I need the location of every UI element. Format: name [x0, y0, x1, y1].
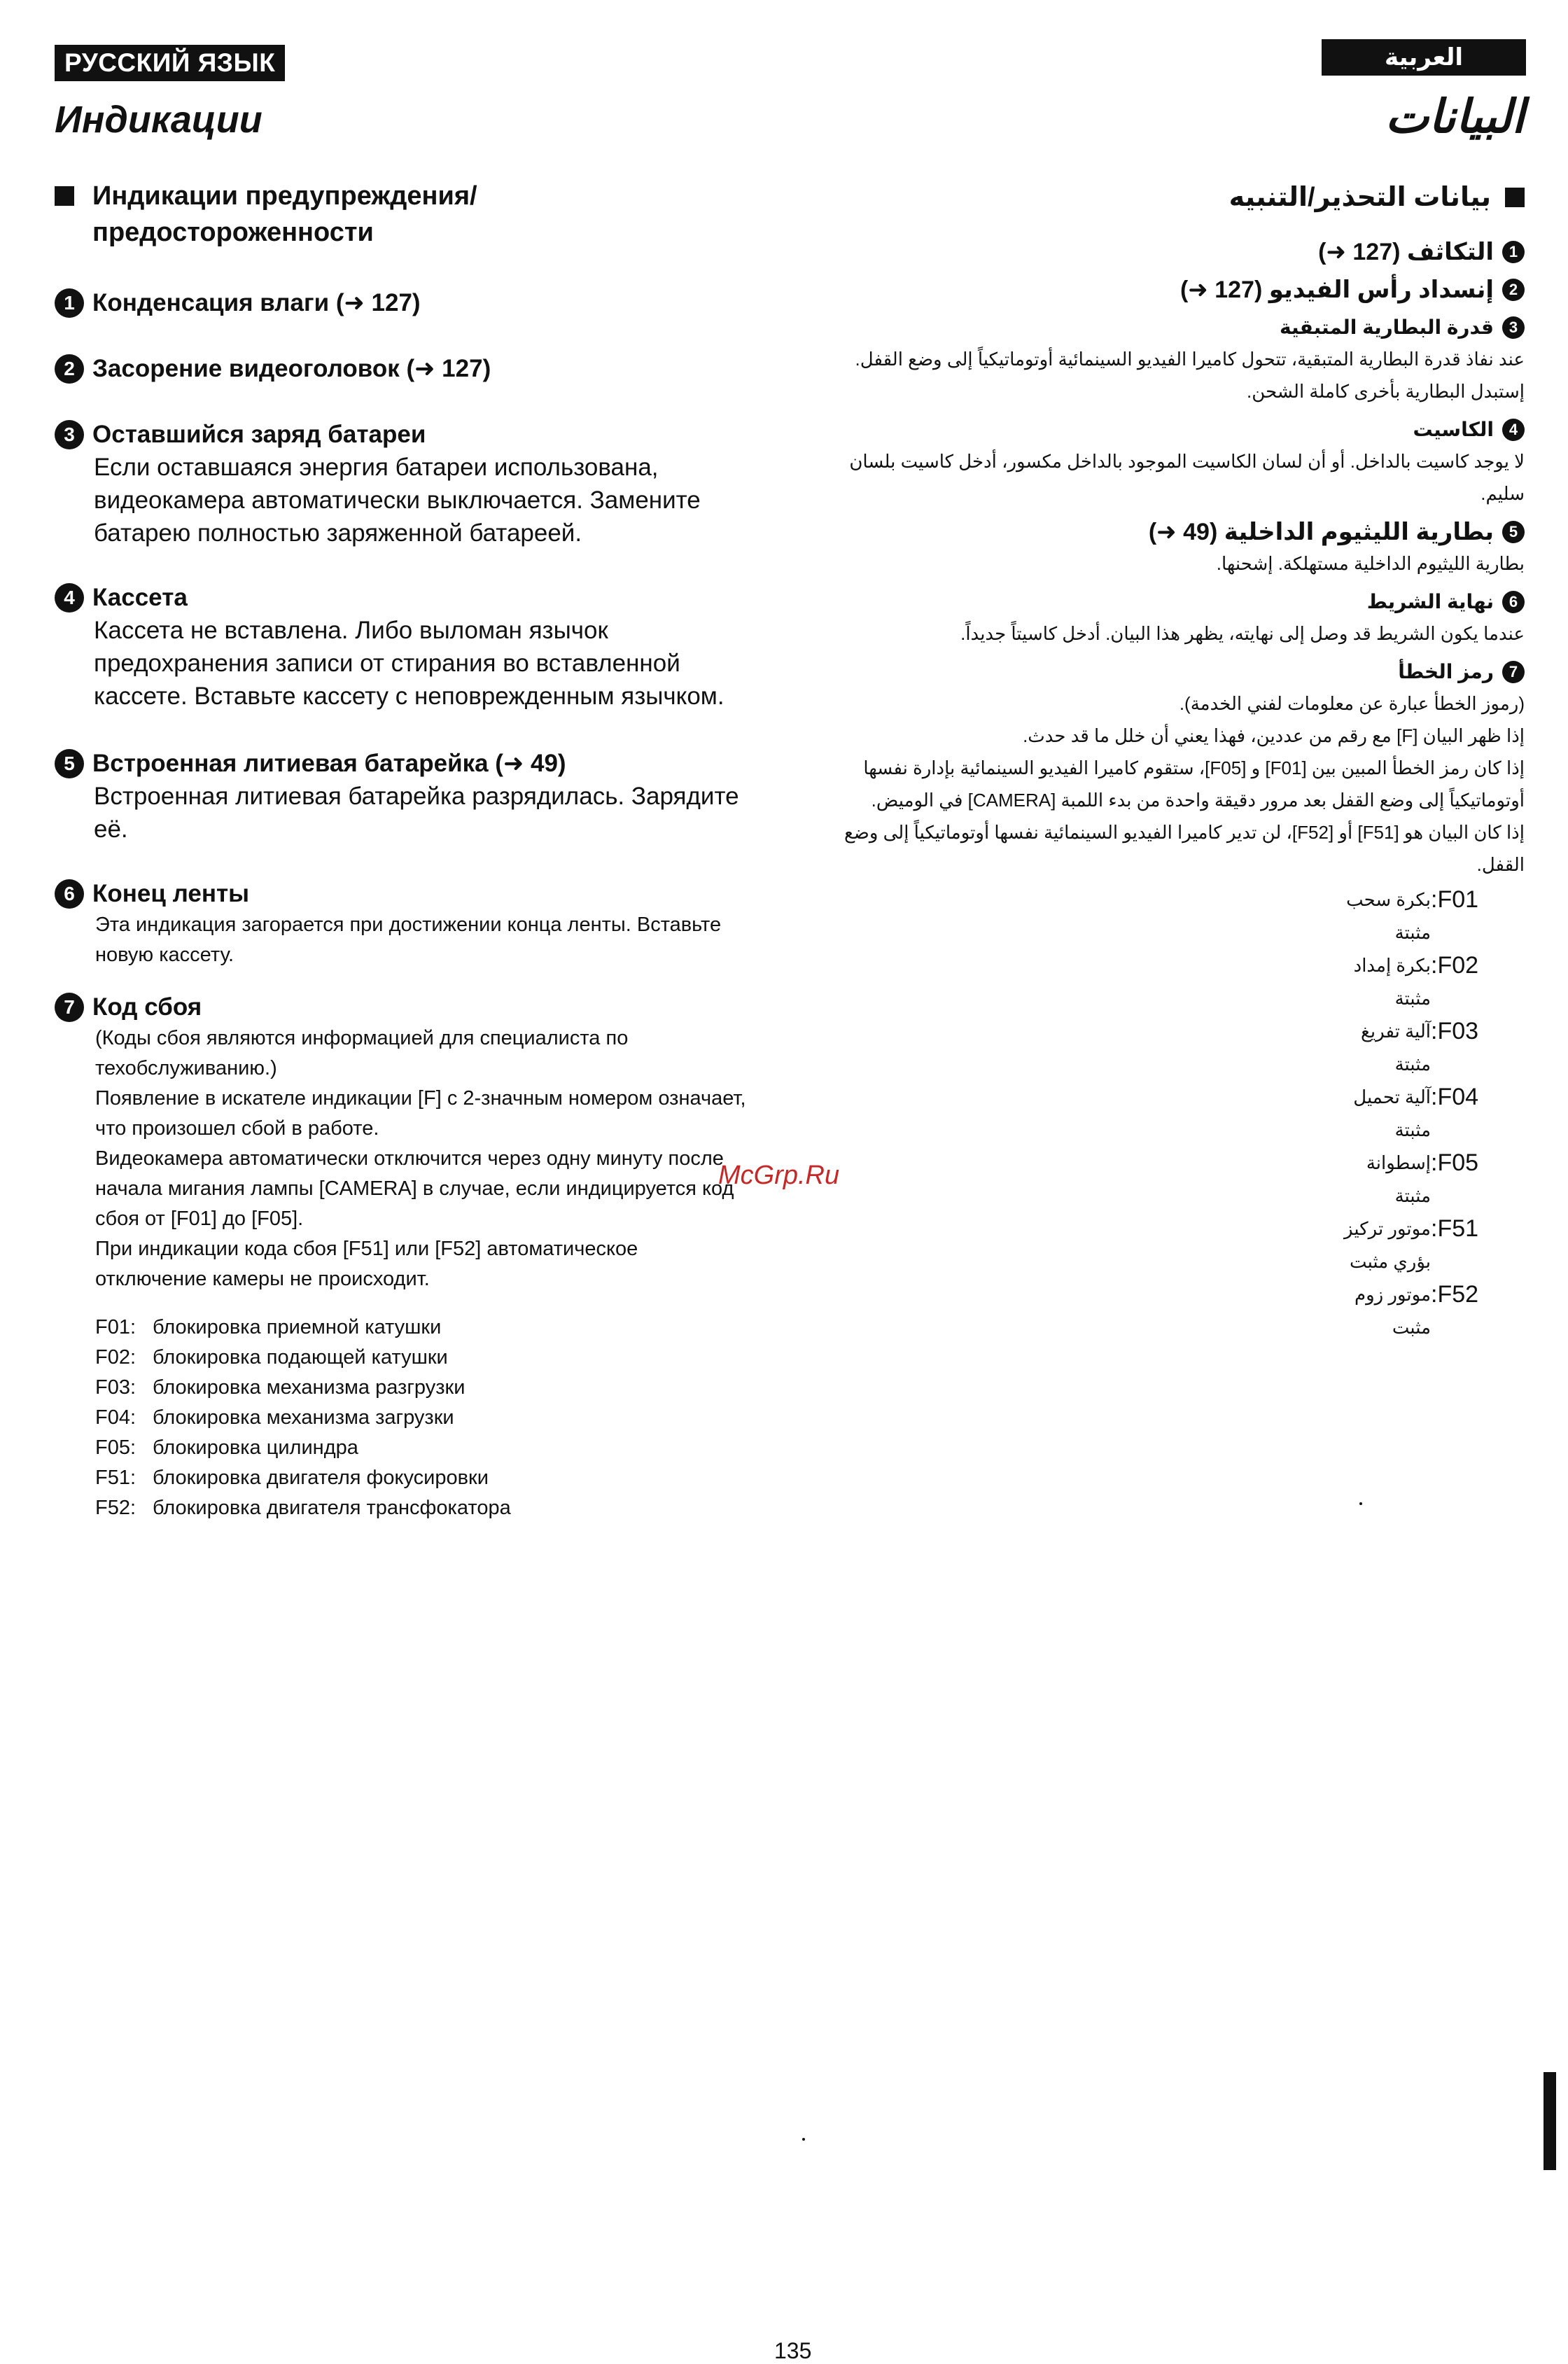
- code-row: :F04 آلية تحميل مثبتة: [1353, 1084, 1479, 1140]
- paragraph: إذا كان رمز الخطأ المبين بين [F01] و [F05]، ستقوم كاميرا الفيديو السينمائية بإدارة نفسها أوتوماتيكياً إلى وضع القفل بعد مرور دقيقة واحدة من بدء اللمبة [CAMERA] في الوميض.: [863, 757, 1525, 811]
- number-2-icon: 2: [55, 354, 84, 384]
- number-5-icon: 5: [55, 749, 84, 778]
- square-bullet-icon: [55, 186, 74, 206]
- item-title: Кассета: [92, 584, 188, 611]
- number-1-icon: 1: [1502, 241, 1525, 263]
- item-body: عند نفاذ قدرة البطارية المتبقية، تتحول كاميرا الفيديو السينمائية أوتوماتيكياً إلى وضع القفل. إستبدل البطارية بأخرى كاملة الشحن.: [855, 349, 1525, 402]
- section-title: Индикации предупреждения/ предостороженности: [92, 181, 477, 247]
- item-title: إنسداد رأس الفيديو (127 ➜): [1180, 277, 1494, 303]
- list-item: [818, 312, 1525, 407]
- number-7-icon: 7: [1502, 661, 1525, 683]
- item-body: Если оставшаяся энергия батареи использована, видеокамера автоматически выключается. Замените батарею полностью заряженной батареей.: [94, 454, 701, 547]
- code-row: F04: блокировка механизма загрузки: [95, 1406, 454, 1429]
- list-item: [818, 414, 1525, 510]
- page-title-arabic: البيانات: [1385, 90, 1525, 142]
- list-item: [818, 274, 1525, 305]
- paragraph: (رموز الخطأ عبارة عن معلومات لفني الخدمة).: [1179, 693, 1525, 714]
- page-title-russian: Индикации: [55, 99, 262, 141]
- list-item: [55, 287, 748, 319]
- code-row: F01: блокировка приемной катушки: [95, 1316, 442, 1338]
- item-body: Кассета не вставлена. Либо выломан язычок предохранения записи от стирания во вставленной кассете. Вставьте кассету с неповрежденным язычком.: [94, 617, 724, 710]
- page-edge-marker: [1544, 2072, 1556, 2170]
- code-row: F03: блокировка механизма разгрузки: [95, 1376, 465, 1399]
- paragraph: При индикации кода сбоя [F51] или [F52] автоматическое отключение камеры не происходит.: [95, 1238, 638, 1290]
- list-item: [818, 587, 1525, 650]
- number-1-icon: 1: [55, 288, 84, 318]
- code-row: :F02 بكرة إمداد مثبتة: [1353, 952, 1479, 1009]
- number-7-icon: 7: [55, 993, 84, 1022]
- page-number: 135: [774, 2338, 812, 2363]
- item-title: التكاثف (127 ➜): [1318, 239, 1494, 265]
- number-6-icon: 6: [1502, 591, 1525, 613]
- item-body: [818, 687, 1525, 881]
- section-title: بيانات التحذير/التنبيه: [1228, 183, 1491, 212]
- paragraph: إذا ظهر البيان [F] مع رقم من عددين، فهذا يعني أن خلل ما قد حدث.: [1023, 725, 1525, 746]
- item-body: Встроенная литиевая батарейка разрядилась. Зарядите её.: [94, 783, 739, 843]
- paragraph: Видеокамера автоматически отключится через одну минуту после начала мигания лампы [CAMERA] в случае, если индицируется код сбоя от [F01] до [F05].: [95, 1147, 734, 1230]
- speck: [802, 2138, 805, 2141]
- square-bullet-icon: [1505, 188, 1525, 207]
- code-row: F02: блокировка подающей катушки: [95, 1346, 448, 1369]
- list-item: [818, 517, 1525, 580]
- item-title: Код сбоя: [92, 993, 202, 1021]
- code-row: :F51 موتور تركيز بؤري مثبت: [1344, 1215, 1479, 1272]
- list-item: [55, 419, 748, 550]
- list-item: [55, 991, 748, 1523]
- paragraph: Появление в искателе индикации [F] с 2-значным номером означает, что произошел сбой в работе.: [95, 1087, 746, 1140]
- number-6-icon: 6: [55, 879, 84, 909]
- item-body: لا يوجد كاسيت بالداخل. أو أن لسان الكاسيت الموجود بالداخل مكسور، أدخل كاسيت بلسان سليم.: [849, 451, 1525, 504]
- section-heading: [818, 179, 1525, 216]
- code-row: F51: блокировка двигателя фокусировки: [95, 1467, 489, 1489]
- item-title: Оставшийся заряд батареи: [92, 421, 426, 448]
- paragraph: (Коды сбоя являются информацией для специалиста по техобслуживанию.): [95, 1027, 629, 1079]
- section-heading: [55, 178, 748, 251]
- item-body: Эта индикация загорается при достижении конца ленты. Вставьте новую кассету.: [95, 914, 722, 966]
- item-title: نهاية الشريط: [1366, 591, 1494, 613]
- list-item: [55, 353, 748, 385]
- code-row: :F01 بكرة سحب مثبتة: [1346, 886, 1479, 943]
- item-title: بطارية الليثيوم الداخلية (49 ➜): [1148, 519, 1494, 545]
- list-item: [55, 582, 748, 713]
- speck: [1359, 1502, 1362, 1505]
- code-row: :F52 موتور زوم مثبت: [1354, 1281, 1479, 1338]
- item-title: Встроенная литиевая батарейка (➜ 49): [92, 750, 566, 777]
- watermark: McGrp.Ru: [718, 1161, 840, 1190]
- item-body: عندما يكون الشريط قد وصل إلى نهايته، يظهر هذا البيان. أدخل كاسيتاً جديداً.: [960, 623, 1525, 644]
- code-row: F05: блокировка цилиндра: [95, 1436, 358, 1459]
- error-code-list: [818, 883, 1525, 1344]
- russian-column: [55, 178, 748, 1523]
- number-3-icon: 3: [1502, 316, 1525, 339]
- language-tag-russian: РУССКИЙ ЯЗЫК: [55, 45, 285, 81]
- number-4-icon: 4: [55, 583, 84, 613]
- language-tag-arabic: العربية: [1322, 39, 1526, 76]
- item-title: قدرة البطارية المتبقية: [1280, 316, 1494, 338]
- error-code-list: [95, 1313, 748, 1523]
- item-title: Конденсация влаги (➜ 127): [92, 289, 421, 316]
- item-title: Конец ленты: [92, 880, 249, 907]
- item-title: رمز الخطأ: [1398, 661, 1494, 683]
- code-row: F52: блокировка двигателя трансфокатора: [95, 1497, 511, 1519]
- item-title: الكاسيت: [1413, 419, 1494, 440]
- number-4-icon: 4: [1502, 419, 1525, 441]
- list-item: [55, 748, 748, 846]
- list-item: [55, 878, 748, 970]
- number-2-icon: 2: [1502, 279, 1525, 301]
- code-row: :F05 إسطوانة مثبتة: [1366, 1149, 1479, 1206]
- item-body: بطارية الليثيوم الداخلية مستهلكة. إشحنها.: [1216, 553, 1525, 574]
- arabic-column: [818, 179, 1525, 1344]
- item-title: Засорение видеоголовок (➜ 127): [92, 355, 491, 382]
- number-3-icon: 3: [55, 420, 84, 449]
- paragraph: إذا كان البيان هو [F51] أو [F52]، لن تدير كاميرا الفيديو السينمائية نفسها أوتوماتيكياً إلى وضع القفل.: [844, 822, 1525, 875]
- list-item: [818, 237, 1525, 267]
- number-5-icon: 5: [1502, 521, 1525, 543]
- list-item: [818, 657, 1525, 1344]
- item-body: [95, 1023, 748, 1294]
- code-row: :F03 آلية تفريغ مثبتة: [1361, 1018, 1479, 1075]
